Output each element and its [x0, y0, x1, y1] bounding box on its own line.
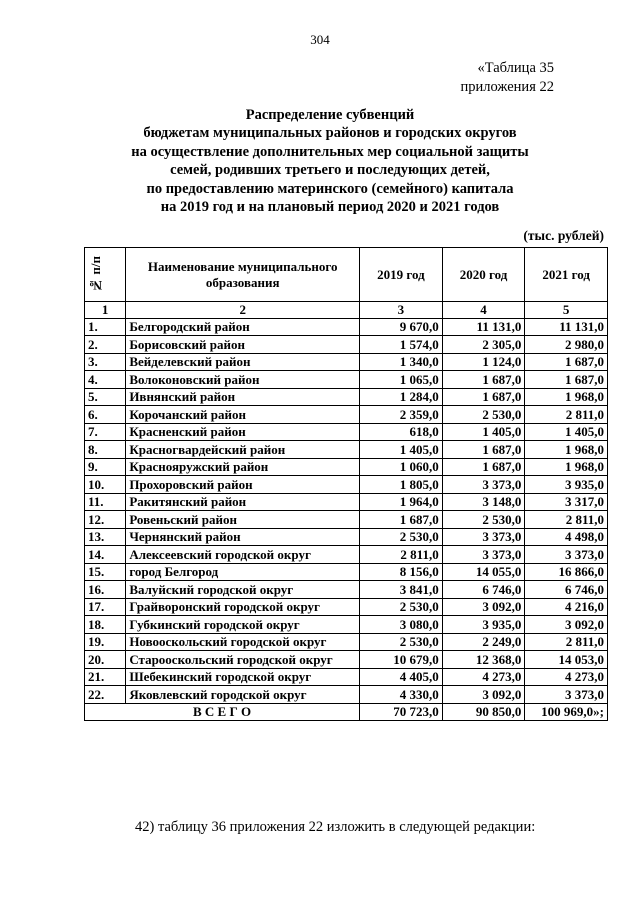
row-name: Ракитянский район [126, 493, 360, 511]
table-reference [440, 59, 554, 96]
row-name: Новооскольский городской округ [126, 633, 360, 651]
value-2019: 1 574,0 [360, 336, 443, 354]
value-2021: 16 866,0 [525, 563, 608, 581]
row-name: Шебекинский городской округ [126, 668, 360, 686]
value-2020: 3 373,0 [442, 476, 525, 494]
page-number: 304 [310, 32, 330, 47]
value-2021: 1 687,0 [525, 371, 608, 389]
value-2021: 2 811,0 [525, 511, 608, 529]
value-2020: 14 055,0 [442, 563, 525, 581]
value-2020: 3 373,0 [442, 546, 525, 564]
row-number: 11. [85, 493, 126, 511]
value-2020: 3 092,0 [442, 686, 525, 704]
value-2019: 1 405,0 [360, 441, 443, 459]
value-2020: 3 373,0 [442, 528, 525, 546]
footer-text: 42) таблицу 36 приложения 22 изложить в следующей редакции: [135, 819, 536, 835]
table-row [85, 371, 608, 389]
index-cell: 2 [126, 302, 360, 319]
table-row [85, 423, 608, 441]
value-2021: 1 968,0 [525, 441, 608, 459]
value-2019: 1 284,0 [360, 388, 443, 406]
row-name: Яковлевский городской округ [126, 686, 360, 704]
value-2019: 2 811,0 [360, 546, 443, 564]
value-2020: 2 305,0 [442, 336, 525, 354]
value-2021: 2 811,0 [525, 406, 608, 424]
value-2019: 2 530,0 [360, 598, 443, 616]
title-line: на 2019 год и на плановый период 2020 и 2021 годов [160, 199, 500, 216]
value-2019: 10 679,0 [360, 651, 443, 669]
index-cell: 5 [525, 302, 608, 319]
value-2019: 2 530,0 [360, 633, 443, 651]
row-number: 3. [85, 353, 126, 371]
row-number: 16. [85, 581, 126, 599]
value-2021: 3 092,0 [525, 616, 608, 634]
table-row [85, 458, 608, 476]
total-2021: 100 969,0»; [525, 703, 608, 720]
value-2020: 2 530,0 [442, 406, 525, 424]
table-row [85, 668, 608, 686]
value-2019: 1 065,0 [360, 371, 443, 389]
value-2020: 11 131,0 [442, 318, 525, 336]
total-2019: 70 723,0 [360, 703, 443, 720]
row-number: 21. [85, 668, 126, 686]
value-2021: 11 131,0 [525, 318, 608, 336]
row-number: 2. [85, 336, 126, 354]
value-2019: 4 330,0 [360, 686, 443, 704]
value-2021: 1 687,0 [525, 353, 608, 371]
row-name: Прохоровский район [126, 476, 360, 494]
value-2019: 618,0 [360, 423, 443, 441]
row-number: 18. [85, 616, 126, 634]
value-2020: 2 530,0 [442, 511, 525, 529]
row-name: Ивнянский район [126, 388, 360, 406]
value-2020: 1 405,0 [442, 423, 525, 441]
row-name: Алексеевский городской округ [126, 546, 360, 564]
table-row [85, 493, 608, 511]
value-2021: 6 746,0 [525, 581, 608, 599]
row-number: 15. [85, 563, 126, 581]
row-name: Краснояружский район [126, 458, 360, 476]
value-2021: 4 498,0 [525, 528, 608, 546]
value-2021: 1 968,0 [525, 458, 608, 476]
value-2020: 1 687,0 [442, 458, 525, 476]
value-2019: 9 670,0 [360, 318, 443, 336]
value-2019: 3 080,0 [360, 616, 443, 634]
value-2021: 2 811,0 [525, 633, 608, 651]
value-2021: 4 273,0 [525, 668, 608, 686]
value-2019: 1 340,0 [360, 353, 443, 371]
value-2020: 2 249,0 [442, 633, 525, 651]
table-row [85, 598, 608, 616]
row-number: 5. [85, 388, 126, 406]
value-2020: 12 368,0 [442, 651, 525, 669]
table-row [85, 563, 608, 581]
value-2019: 1 805,0 [360, 476, 443, 494]
value-2021: 2 980,0 [525, 336, 608, 354]
row-number: 10. [85, 476, 126, 494]
document-title [60, 106, 600, 216]
header-name: Наименование муниципального образования [126, 248, 360, 302]
table-row [85, 651, 608, 669]
row-number: 12. [85, 511, 126, 529]
row-name: Старооскольский городской округ [126, 651, 360, 669]
table-row [85, 686, 608, 704]
total-2020: 90 850,0 [442, 703, 525, 720]
title-line: бюджетам муниципальных районов и городских округов [143, 125, 517, 142]
table-row [85, 476, 608, 494]
value-2021: 3 935,0 [525, 476, 608, 494]
table-row [85, 353, 608, 371]
table-row [85, 528, 608, 546]
row-number: 20. [85, 651, 126, 669]
row-number: 17. [85, 598, 126, 616]
row-number: 4. [85, 371, 126, 389]
index-cell: 3 [360, 302, 443, 319]
table-row [85, 441, 608, 459]
header-number: № п/п [88, 256, 103, 293]
value-2020: 1 687,0 [442, 388, 525, 406]
subsidy-table [84, 247, 608, 721]
value-2019: 1 964,0 [360, 493, 443, 511]
value-2019: 2 530,0 [360, 528, 443, 546]
row-name: Валуйский городской округ [126, 581, 360, 599]
title-line: на осуществление дополнительных мер социальной защиты [131, 143, 529, 160]
value-2020: 1 687,0 [442, 441, 525, 459]
value-2020: 3 148,0 [442, 493, 525, 511]
row-number: 6. [85, 406, 126, 424]
row-number: 1. [85, 318, 126, 336]
row-name: Вейделевский район [126, 353, 360, 371]
row-name: Красногвардейский район [126, 441, 360, 459]
header-cell [85, 248, 126, 302]
value-2019: 8 156,0 [360, 563, 443, 581]
row-name: Корочанский район [126, 406, 360, 424]
table-row [85, 406, 608, 424]
units-label: (тыс. рублей) [523, 228, 604, 243]
table-row [85, 616, 608, 634]
header-2019: 2019 год [360, 248, 443, 302]
row-number: 19. [85, 633, 126, 651]
table-row [85, 511, 608, 529]
value-2021: 1 968,0 [525, 388, 608, 406]
header-2021: 2021 год [525, 248, 608, 302]
value-2021: 3 373,0 [525, 546, 608, 564]
value-2021: 4 216,0 [525, 598, 608, 616]
value-2019: 2 359,0 [360, 406, 443, 424]
table-ref-line: «Таблица 35 [477, 60, 554, 76]
header-2020: 2020 год [442, 248, 525, 302]
value-2019: 4 405,0 [360, 668, 443, 686]
value-2021: 1 405,0 [525, 423, 608, 441]
total-row [85, 703, 608, 720]
row-number: 7. [85, 423, 126, 441]
table-row [85, 388, 608, 406]
row-name: город Белгород [126, 563, 360, 581]
table-row [85, 581, 608, 599]
row-name: Белгородский район [126, 318, 360, 336]
total-label: В С Е Г О [85, 703, 360, 720]
value-2020: 6 746,0 [442, 581, 525, 599]
row-name: Грайворонский городской округ [126, 598, 360, 616]
title-line: по предоставлению материнского (семейного) капитала [146, 180, 514, 197]
row-name: Волоконовский район [126, 371, 360, 389]
row-number: 13. [85, 528, 126, 546]
index-cell: 4 [442, 302, 525, 319]
value-2020: 1 687,0 [442, 371, 525, 389]
value-2021: 3 317,0 [525, 493, 608, 511]
table-row [85, 546, 608, 564]
table-row [85, 633, 608, 651]
table-ref-line: приложения 22 [460, 78, 554, 95]
value-2019: 3 841,0 [360, 581, 443, 599]
value-2020: 1 124,0 [442, 353, 525, 371]
value-2020: 3 935,0 [442, 616, 525, 634]
value-2020: 4 273,0 [442, 668, 525, 686]
value-2020: 3 092,0 [442, 598, 525, 616]
row-name: Губкинский городской округ [126, 616, 360, 634]
row-name: Ровеньский район [126, 511, 360, 529]
value-2019: 1 687,0 [360, 511, 443, 529]
row-name: Борисовский район [126, 336, 360, 354]
row-name: Красненский район [126, 423, 360, 441]
title-line: семей, родивших третьего и последующих детей, [170, 162, 490, 179]
row-number: 14. [85, 546, 126, 564]
row-number: 9. [85, 458, 126, 476]
value-2021: 3 373,0 [525, 686, 608, 704]
table-row [85, 318, 608, 336]
value-2019: 1 060,0 [360, 458, 443, 476]
row-number: 22. [85, 686, 126, 704]
index-cell: 1 [85, 302, 126, 319]
row-number: 8. [85, 441, 126, 459]
table-row [85, 336, 608, 354]
value-2021: 14 053,0 [525, 651, 608, 669]
row-name: Чернянский район [126, 528, 360, 546]
title-line: Распределение субвенций [245, 107, 415, 123]
